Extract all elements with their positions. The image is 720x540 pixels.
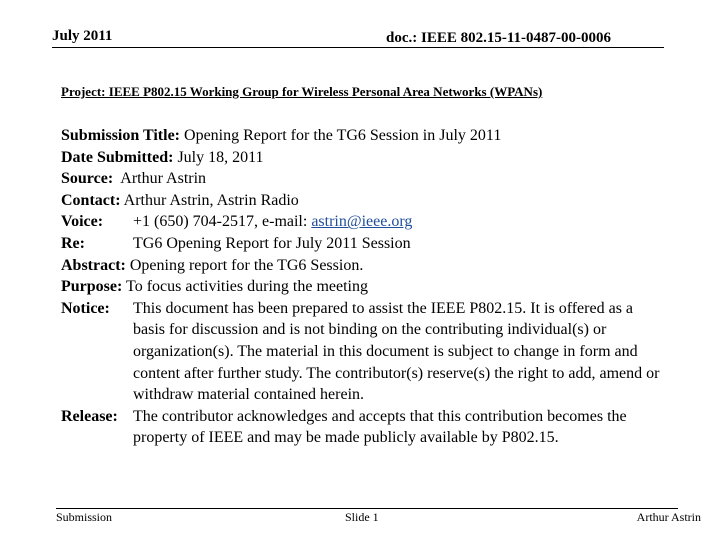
- project-line: Project: IEEE P802.15 Working Group for Wireless Personal Area Networks (WPANs): [61, 84, 543, 99]
- footer-slide-number: Slide 1: [345, 510, 379, 524]
- field-release: [61, 406, 671, 449]
- field-voice: [61, 211, 671, 233]
- field-label: Notice:: [61, 299, 110, 317]
- field-source: [61, 168, 671, 190]
- field-value: Arthur Astrin: [120, 170, 207, 188]
- field-value: To focus activities during the meeting: [126, 278, 368, 296]
- header-doc-id: doc.: IEEE 802.15-11-0487-00-0006: [386, 30, 611, 46]
- field-value: Opening report for the TG6 Session.: [129, 256, 364, 274]
- field-value: TG6 Opening Report for July 2011 Session: [133, 234, 411, 252]
- field-label: Contact:: [61, 191, 121, 209]
- field-label: Date Submitted:: [61, 148, 174, 166]
- field-contact: [61, 190, 671, 212]
- field-label: Voice:: [61, 213, 104, 231]
- field-purpose: [61, 276, 671, 298]
- field-value: July 18, 2011: [177, 148, 264, 166]
- header-date: July 2011: [52, 28, 113, 44]
- field-label: Release:: [61, 407, 118, 425]
- field-value: This document has been prepared to assist the IEEE P802.15. It is offered as a basis for discussion and is not binding on the contributing individual(s) or organization(s). The material in this document is subject to change in form and content after further study. The contributor(s) reserve(s) the right to add, amend or withdraw material contained herein.: [133, 299, 660, 404]
- field-re: [61, 233, 671, 255]
- field-value: Opening Report for the TG6 Session in July 2011: [184, 127, 502, 144]
- field-abstract: [61, 255, 671, 277]
- field-submission-title: [61, 125, 671, 147]
- footer-author: Arthur Astrin: [636, 510, 701, 524]
- footer-rule: [56, 508, 678, 509]
- field-date-submitted: [61, 147, 671, 169]
- email-link[interactable]: astrin@ieee.org: [311, 213, 413, 231]
- field-notice: [61, 298, 671, 406]
- field-value: The contributor acknowledges and accepts that this contribution becomes the property of IEEE and may be made publicly available by P802.15.: [133, 407, 627, 447]
- field-label: Re:: [61, 234, 85, 252]
- field-value: +1 (650) 704-2517, e-mail:: [133, 213, 308, 231]
- field-value: Arthur Astrin, Astrin Radio: [123, 191, 299, 209]
- submission-fields: [61, 125, 671, 449]
- field-label: Source:: [61, 170, 114, 188]
- footer-submission: Submission: [56, 510, 113, 524]
- field-label: Abstract:: [61, 256, 126, 274]
- field-label: Purpose:: [61, 278, 123, 296]
- field-label: Submission Title:: [61, 127, 181, 144]
- header-rule: [52, 47, 664, 48]
